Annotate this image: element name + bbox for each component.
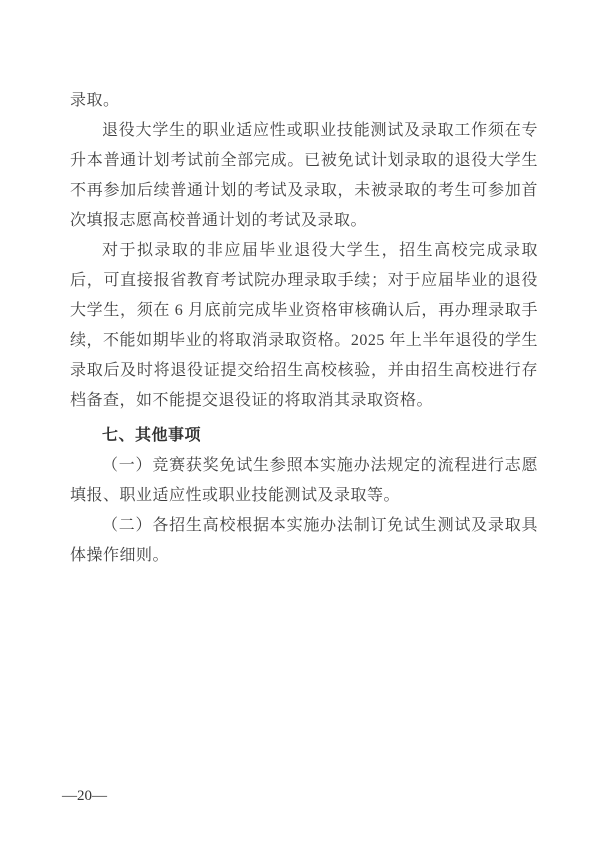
page-number: —20— <box>62 788 107 804</box>
paragraph: （一）竞赛获奖免试生参照本实施办法规定的流程进行志愿填报、职业适应性或职业技能测试及录取等。 <box>70 457 538 504</box>
paragraph: （二）各招生高校根据本实施办法制订免试生测试及录取具体操作细则。 <box>70 517 538 564</box>
paragraph: 对于拟录取的非应届毕业退役大学生，招生高校完成录取后，可直接报省教育考试院办理录取手续；对于应届毕业的退役大学生，须在 6 月底前完成毕业资格审核确认后，再办理录取手续，不能如期毕业的将取消录取资格。2025 年上半年退役的学生录取后及时将退役证提交给招生高校核验，并由招生高校进行存档备查，如不能提交退役证的将取消其录取资格。 <box>70 242 538 409</box>
paragraph: 退役大学生的职业适应性或职业技能测试及录取工作须在专升本普通计划考试前全部完成。已被免试计划录取的退役大学生不再参加后续普通计划的考试及录取，未被录取的考生可参加首次填报志愿高校普通计划的考试及录取。 <box>70 122 538 229</box>
document-body <box>70 86 538 571</box>
section-heading: 七、其他事项 <box>102 427 202 444</box>
paragraph: 录取。 <box>70 92 120 109</box>
